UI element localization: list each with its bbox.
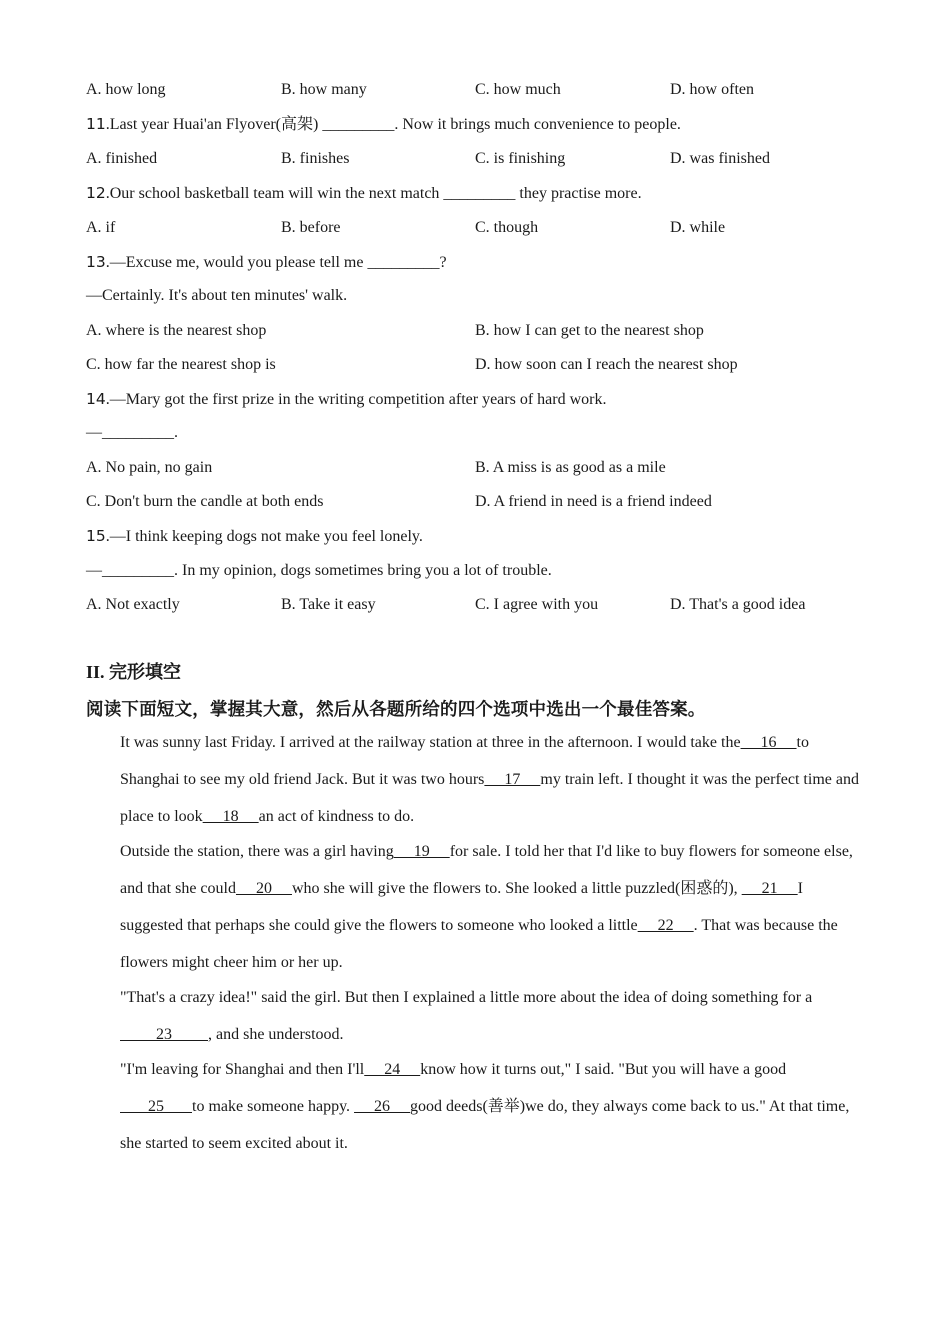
passage-text: know how it turns out," I said. "But you will have a good [420, 1061, 787, 1078]
q14-option-a: A. No pain, no gain [86, 459, 213, 476]
q12-option-a: A. if [86, 219, 116, 236]
q14-option-c: C. Don't burn the candle at both ends [86, 493, 324, 510]
blank-26[interactable]: 26 [354, 1098, 411, 1115]
blank-23[interactable]: 23 [120, 1026, 208, 1043]
q15-option-c: C. I agree with you [475, 596, 599, 613]
q15-option-d: D. That's a good idea [670, 596, 806, 613]
q12-option-b: B. before [281, 219, 341, 236]
passage-text: to make someone happy. [192, 1098, 355, 1115]
q13-reply: —Certainly. It's about ten minutes' walk. [86, 287, 348, 304]
q12-number: 12 [86, 184, 106, 202]
q13-option-b: B. how I can get to the nearest shop [475, 322, 704, 339]
q12-option-d: D. while [670, 219, 726, 236]
q13-option-a: A. where is the nearest shop [86, 322, 267, 339]
q11-stem [86, 114, 681, 135]
blank-17[interactable]: 17 [484, 771, 541, 788]
passage-text: . That was because the flowers might cheer him or her up. [120, 917, 838, 971]
blank-22[interactable]: 22 [637, 917, 694, 934]
q14-reply: —_________. [86, 424, 178, 441]
q11-option-b: B. finishes [281, 150, 350, 167]
passage-text: who she will give the flowers to. She looked a little puzzled(困惑的), [291, 880, 742, 897]
blank-19[interactable]: 19 [393, 843, 450, 860]
q10-option-d: D. how often [670, 81, 754, 98]
q15-stem [86, 526, 423, 547]
passage-paragraph-4 [86, 1051, 866, 1162]
blank-25[interactable]: 25 [120, 1098, 192, 1115]
q11-option-c: C. is finishing [475, 150, 566, 167]
q11-option-a: A. finished [86, 150, 158, 167]
passage-text: It was sunny last Friday. I arrived at the railway station at three in the afternoon. I would take the [120, 734, 741, 751]
passage-paragraph-3 [86, 979, 866, 1053]
q10-option-b: B. how many [281, 81, 367, 98]
q14-option-b: B. A miss is as good as a mile [475, 459, 666, 476]
passage-paragraph-2 [86, 833, 866, 981]
q15-number: 15 [86, 527, 106, 545]
q13-number: 13 [86, 253, 106, 271]
q13-stem [86, 252, 447, 273]
passage-text: my train left. I thought it was the perfect time and place to look [120, 771, 859, 825]
q13-text: .—Excuse me, would you please tell me _________? [105, 254, 447, 271]
passage-text: , and she understood. [208, 1026, 344, 1043]
q14-text: .—Mary got the first prize in the writing competition after years of hard work. [105, 391, 607, 408]
passage-text: "That's a crazy idea!" said the girl. But then I explained a little more about the idea of doing something for a [120, 989, 813, 1006]
q11-option-d: D. was finished [670, 150, 770, 167]
q14-number: 14 [86, 390, 106, 408]
q12-option-c: C. though [475, 219, 539, 236]
q10-option-c: C. how much [475, 81, 561, 98]
blank-21[interactable]: 21 [741, 880, 798, 897]
section-instruction: 阅读下面短文，掌握其大意，然后从各题所给的四个选项中选出一个最佳答案。 [86, 699, 706, 719]
passage-text: Outside the station, there was a girl having [120, 843, 394, 860]
q15-option-b: B. Take it easy [281, 596, 376, 613]
q15-option-a: A. Not exactly [86, 596, 180, 613]
blank-24[interactable]: 24 [364, 1061, 421, 1078]
blank-20[interactable]: 20 [235, 880, 292, 897]
passage-text: "I'm leaving for Shanghai and then I'll [120, 1061, 365, 1078]
passage-text: I suggested that perhaps she could give the flowers to someone who looked a little [120, 880, 803, 934]
q11-text: .Last year Huai'an Flyover(高架) _________. Now it brings much convenience to people. [105, 116, 681, 133]
q14-stem [86, 389, 606, 410]
q10-option-a: A. how long [86, 81, 166, 98]
q15-text: .—I think keeping dogs not make you feel lonely. [105, 528, 423, 545]
passage-paragraph-1 [86, 724, 866, 835]
passage-text: to Shanghai to see my old friend Jack. But it was two hours [120, 734, 809, 788]
q12-stem [86, 183, 642, 204]
passage-text: good deeds(善举)we do, they always come back to us." At that time, she started to seem excited about it. [120, 1098, 850, 1152]
passage-text: for sale. I told her that I'd like to buy flowers for someone else, and that she could [120, 843, 853, 897]
passage-text: an act of kindness to do. [258, 808, 415, 825]
blank-18[interactable]: 18 [202, 808, 259, 825]
section-title: II. 完形填空 [86, 662, 182, 682]
q11-number: 11 [86, 115, 106, 133]
q14-option-d: D. A friend in need is a friend indeed [475, 493, 712, 510]
q15-reply: —_________. In my opinion, dogs sometimes bring you a lot of trouble. [86, 562, 552, 579]
q13-option-d: D. how soon can I reach the nearest shop [475, 356, 738, 373]
blank-16[interactable]: 16 [740, 734, 797, 751]
q12-text: .Our school basketball team will win the next match _________ they practise more. [105, 185, 642, 202]
q13-option-c: C. how far the nearest shop is [86, 356, 276, 373]
